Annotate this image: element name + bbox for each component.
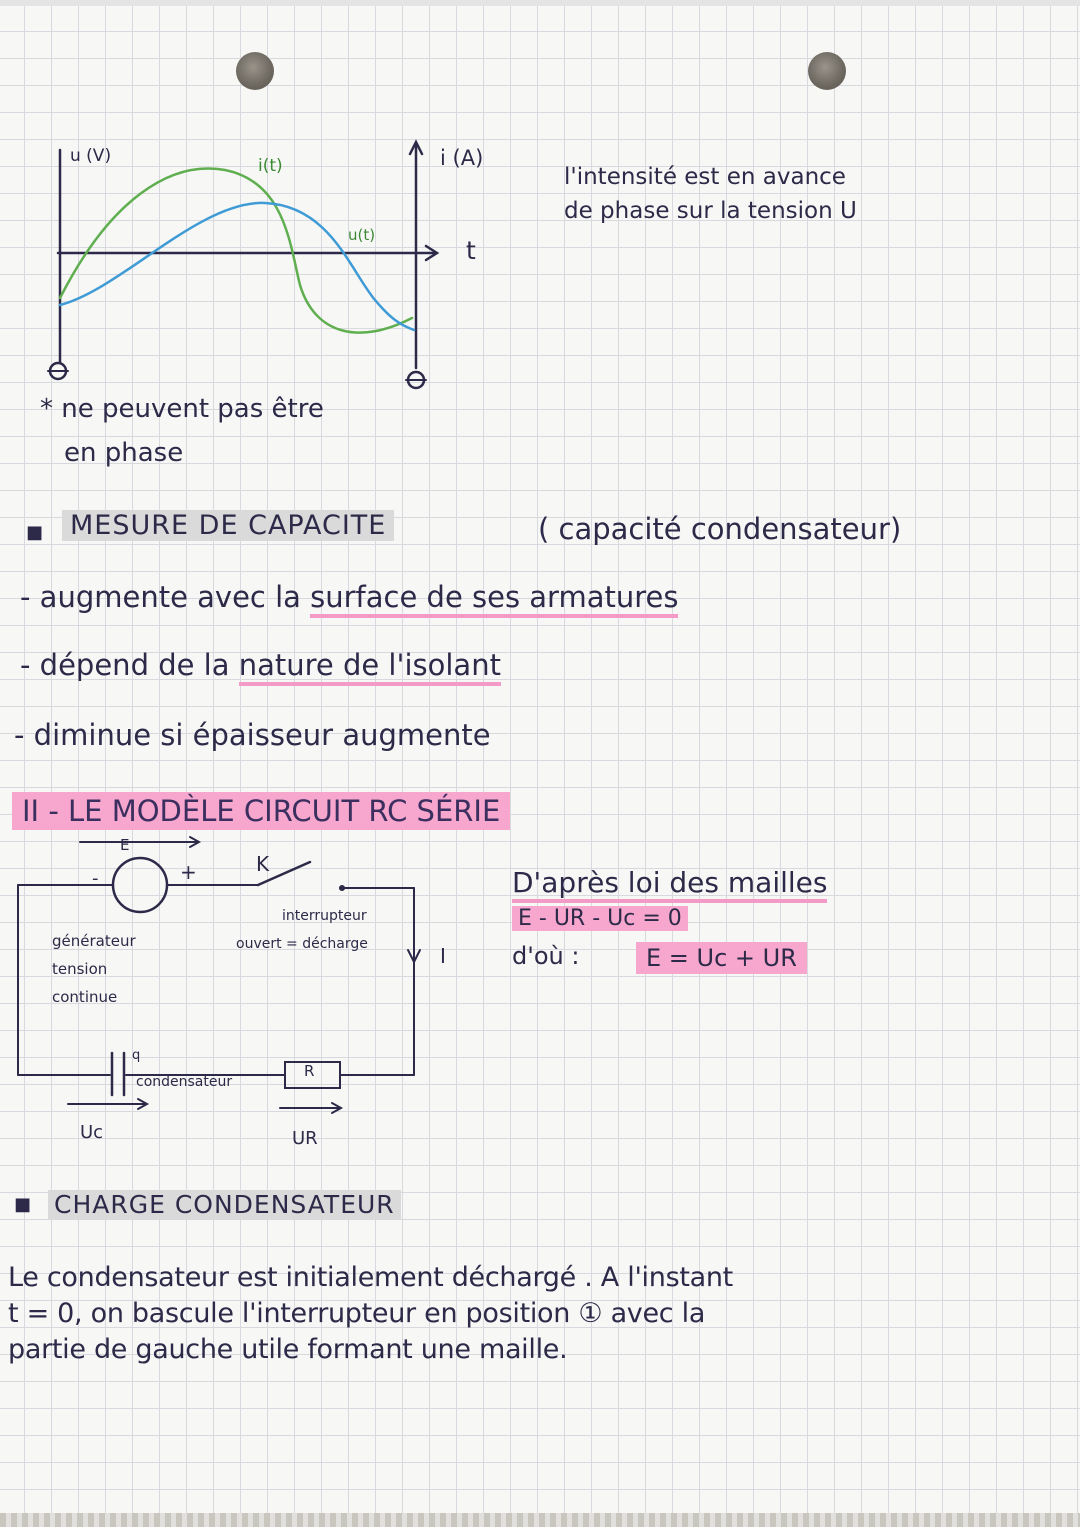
circuit-current-i: I [440,944,446,968]
current-curve [60,169,412,333]
voltage-curve [60,203,414,330]
charge-line-2: t = 0, on bascule l'interrupteur en position ① avec la [8,1298,706,1329]
bullet-square-icon: ■ [26,522,44,543]
graph-current-label: i(t) [258,156,283,176]
capacite-aside: ( capacité condensateur) [538,512,902,546]
uc-label: Uc [80,1122,104,1143]
charge-line-3: partie de gauche utile formant une maille. [8,1334,568,1365]
graph-x-label: t [466,236,476,265]
capacitor-q: q [132,1048,141,1063]
law-eq2: E = Uc + UR [636,942,807,974]
paper-bottom-edge [0,1513,1080,1527]
capacite-item-2-prefix: - dépend de la [20,648,239,682]
graph-note-line2: en phase [64,438,184,468]
graph-note-line1: * ne peuvent pas être [40,394,324,424]
law-title: D'après loi des mailles [512,866,827,903]
phase-note-line1: l'intensité est en avance [564,164,846,190]
circuit-switch-k: K [256,852,270,876]
bullet-square-icon-2: ■ [14,1194,32,1215]
graph-voltage-label: u(t) [348,226,376,244]
graph-y-label-left: u (V) [70,146,112,166]
switch-label-2: ouvert = décharge [236,936,368,952]
law-prefix: d'où : [512,942,580,970]
circuit-minus: - [92,868,99,889]
rc-heading: II - LE MODÈLE CIRCUIT RC SÉRIE [12,792,510,830]
phase-note-line2: de phase sur la tension U [564,198,857,224]
generator-label-1: générateur [52,932,136,950]
capacite-item-3-prefix: - diminue si épaisseur augmente [14,718,491,752]
resistor-label: R [304,1062,315,1080]
capacite-item-1-prefix: - augmente avec la [20,580,311,614]
charge-heading: CHARGE CONDENSATEUR [48,1190,401,1219]
charge-line-1: Le condensateur est initialement déchargé . A l'instant [8,1262,733,1293]
capacite-item-2-highlight: nature de l'isolant [239,648,501,686]
capacite-heading: MESURE DE CAPACITE [62,510,394,541]
ur-label: UR [292,1128,318,1149]
switch-label-1: interrupteur [282,908,367,924]
law-eq1: E - UR - Uc = 0 [512,906,688,931]
generator-label-2: tension [52,960,108,978]
generator-symbol-icon [113,858,167,912]
capacite-item-2 [20,648,501,682]
generator-label-3: continue [52,988,118,1006]
graph-y-label-right: i (A) [440,146,484,170]
capacite-item-1 [20,580,678,614]
circuit-plus: + [180,860,197,884]
capacite-item-1-highlight: surface de ses armatures [310,580,678,618]
capacite-item-3 [14,718,491,752]
circuit-label-e: E [120,836,130,854]
capacitor-label: condensateur [136,1074,233,1090]
